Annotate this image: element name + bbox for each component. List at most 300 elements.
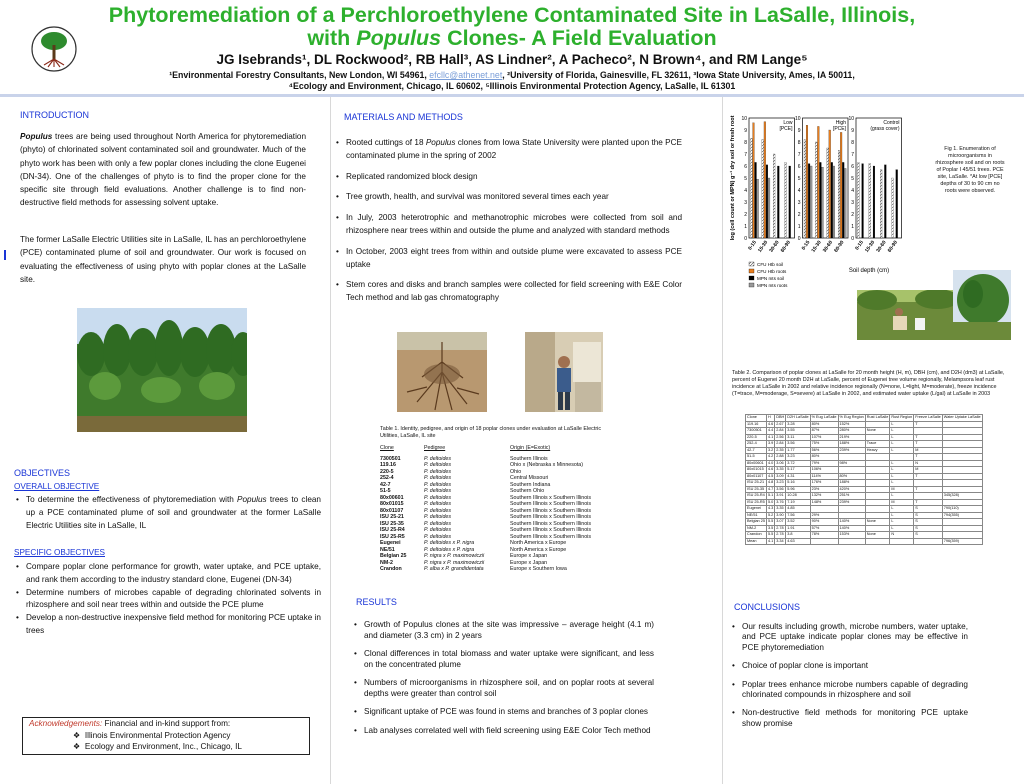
table2-cell: T xyxy=(914,499,943,506)
methods-item: • Stem cores and disks and branch samples were collected for field screening with E&E Color Tech method and lab gas chromatography xyxy=(336,279,682,305)
chart-y-tick-label: 10 xyxy=(741,116,747,122)
chart-y-tick-label: 1 xyxy=(797,224,801,230)
chart-y-axis-label: log (cell count or MPN) g⁻¹ dry soil or fresh root xyxy=(730,115,736,241)
chart-bar xyxy=(777,166,779,238)
table1-cell: Southern Ohio xyxy=(510,488,545,494)
table2-cell: N xyxy=(914,460,943,467)
contact-email-link[interactable]: efcllc@athenet.net xyxy=(429,70,503,80)
chart-bar xyxy=(842,162,844,238)
table2-cell: T xyxy=(914,421,943,428)
chart-y-tick-label: 4 xyxy=(797,188,801,194)
table2-cell: 140% xyxy=(838,525,865,532)
table2-cell: 4.4 xyxy=(767,428,774,432)
methods-item: • Rooted cuttings of 18 Populus clones from Iowa State University were planted upon the PCE contaminated plume in the spring of 2002 xyxy=(336,137,682,163)
table2-header-cell: % Eug Region xyxy=(839,415,864,419)
chart-bar xyxy=(773,154,775,238)
table1-cell: NE/51 xyxy=(380,546,395,553)
table2-cell: N xyxy=(890,532,914,539)
table1-header-cell: Origin (E=Exotic) xyxy=(510,445,551,451)
table2-cell: 1.77 xyxy=(786,447,810,454)
table1-cell: P. deltoides xyxy=(424,475,451,481)
table1-cell: Central Missouri xyxy=(510,475,549,481)
table2-cell: None xyxy=(865,532,890,539)
table2-cell: T xyxy=(914,486,943,493)
table2-cell: Mean xyxy=(746,538,767,545)
methods-list xyxy=(336,137,682,313)
table2-cell: 4.8 xyxy=(767,480,774,484)
table2-cell: T xyxy=(914,441,943,448)
table2-cell: S xyxy=(914,512,943,519)
conclusions-item: • Choice of poplar clone is important xyxy=(732,661,968,671)
chart-y-tick-label: 5 xyxy=(744,176,747,182)
table2-cell: 220-5 xyxy=(746,434,767,441)
table1-cell: Southern Illinois x Southern Illinois xyxy=(510,527,591,533)
table2-cell: 5.2 xyxy=(767,512,774,517)
table2-cell: 80% xyxy=(810,421,838,428)
conclusions-list xyxy=(732,622,968,737)
acknowledgements-box xyxy=(22,717,310,755)
table2-cell: 3.56 xyxy=(775,486,786,493)
table2-cell: L xyxy=(890,480,914,487)
table2-header-cell: D2H LaSalle xyxy=(787,415,809,419)
chart-y-tick-label: 7 xyxy=(851,152,854,158)
table1-cell: Ohio xyxy=(510,468,522,475)
table2-cell: None xyxy=(865,519,890,526)
chart-y-tick-label: 0 xyxy=(744,236,747,242)
table1-cell: 119.16 xyxy=(380,462,396,468)
chart-bar xyxy=(838,150,840,238)
methods-item: • In October, 2003 eight trees from within and outside plume were excavated to assess PCE uptake xyxy=(336,246,682,272)
chart-panel-title: High xyxy=(835,120,846,126)
figure1-caption: Fig 1. Enumeration of microorganisms in rhizosphere soil and on roots of Poplar I 45/51 trees. PCE site, LaSalle. *At low [PCE] depths of 30 to 90 cm no roots were observed. xyxy=(935,146,1005,194)
chart-bar xyxy=(827,148,829,238)
lab-sampling-photo xyxy=(525,332,603,412)
table2-cell: L xyxy=(890,519,914,526)
chart-bar xyxy=(810,166,812,238)
table2-cell: 2.56 xyxy=(775,434,786,441)
conclusions-item: • Our results including growth, microbe numbers, water uptake, and PCE uptake indicate poplar clones may be effective in PCE phytoremediation xyxy=(732,622,968,653)
table2-cell: 4.31 xyxy=(786,473,810,480)
excavated-root-photo xyxy=(397,332,487,412)
table2-cell: 80x01015 xyxy=(746,467,767,474)
chart-bar xyxy=(869,164,871,238)
table1-cell: Southern Illinois x Southern Illinois xyxy=(510,533,591,540)
table2-cell: M xyxy=(890,499,914,506)
chart-x-tick-label: 15-30 xyxy=(863,239,877,254)
chart-bar xyxy=(880,170,882,238)
chart-y-tick-label: 2 xyxy=(851,212,854,218)
table2-cell: 7300501 xyxy=(746,428,767,435)
table1-cell: Europe x Japan xyxy=(510,553,548,559)
table1-cell: ISU 25-35 xyxy=(380,520,404,527)
table2-cell: 2.84 xyxy=(775,428,786,435)
table2-cell: 3.91 xyxy=(775,493,786,500)
table2-header-row xyxy=(746,415,983,422)
table2-cell: 252-4 xyxy=(746,441,767,448)
table2-cell: L xyxy=(890,460,914,467)
table2-cell: NE/51 xyxy=(746,512,767,519)
chart-panel-title: Control xyxy=(883,120,900,126)
chart-y-tick-label: 0 xyxy=(797,236,801,242)
results-item: • Clonal differences in total biomass and water uptake were significant, and less on the concentrated plume xyxy=(354,649,654,670)
table1-cell: North America x Europe xyxy=(510,546,567,553)
table2-cell: 152% xyxy=(838,421,865,428)
table2-cell: S xyxy=(914,532,943,539)
table2-container xyxy=(745,414,983,545)
chart-bar xyxy=(755,162,757,238)
table2-cell: 790(110) xyxy=(942,506,982,513)
table1-cell: Ohio x (Nebraska x Minnesota) xyxy=(510,462,584,468)
results-item: • Growth of Populus clones at the site was impressive – average height (4.1 m) and diameter (3.3 cm) in 2 years xyxy=(354,620,654,641)
methods-heading: MATERIALS AND METHODS xyxy=(344,112,463,122)
methods-item: • In July, 2003 heterotrophic and methanotrophic microbes were collected from soil and rhizosphere near trees within and outside the plume and analyzed with standard methods xyxy=(336,212,682,238)
table1-cell: Crandon xyxy=(380,566,402,572)
table2-cell: L xyxy=(890,467,914,474)
chart-bar xyxy=(757,179,759,238)
table1-cell: P. deltoides xyxy=(424,468,451,475)
chart-y-tick-label: 1 xyxy=(744,224,747,230)
table1-cell: Southern Illinois x Southern Illinois xyxy=(510,507,591,514)
chart-panel-title: [PCE] xyxy=(832,126,846,132)
chart-x-tick-label: 60-90 xyxy=(779,239,792,254)
specific-objective-item: • Develop a non-destructive inexpensive field method for monitoring PCE uptake in trees xyxy=(16,612,321,638)
results-item: • Significant uptake of PCE was found in stems and branches of 3 poplar clones xyxy=(354,707,654,718)
chart-legend-label: CFU Htb soil xyxy=(757,261,784,267)
table1-cell: P. deltoides x P. nigra xyxy=(424,540,475,546)
table1-cell: 80x01015 xyxy=(380,501,404,507)
chart-bar xyxy=(817,126,819,238)
table2-cell: S xyxy=(914,525,943,532)
table1-cell: Southern Indiana xyxy=(510,481,551,488)
chart-y-tick-label: 2 xyxy=(744,212,747,218)
table1-cell: ISU 25-R5 xyxy=(380,533,405,540)
specific-objectives-list xyxy=(16,561,321,638)
table1-cell: NM-2 xyxy=(380,559,393,566)
table1-cell: P. deltoides xyxy=(424,520,451,527)
table2-cell: 3.28 xyxy=(786,421,810,428)
table2-cell: 4.3 xyxy=(767,506,774,510)
table2-cell: 5.5 xyxy=(767,519,774,523)
chart-bar xyxy=(892,178,894,238)
table1-cell: 7300501 xyxy=(380,455,401,462)
header-rule xyxy=(0,94,1024,97)
chart-bar xyxy=(789,166,791,238)
table1-cell: P. deltoides xyxy=(424,533,451,540)
chart-bar xyxy=(896,170,898,238)
table2-cell: ISU 25-21 xyxy=(746,480,767,487)
table1-cell: P. deltoides xyxy=(424,494,451,501)
column-divider xyxy=(330,97,331,784)
table2-cell: S xyxy=(914,519,943,526)
methods-item: • Tree growth, health, and survival was monitored several times each year xyxy=(336,191,682,204)
author-list: JG Isebrands¹, DL Rockwood², RB Hall³, AS Lindner², A Pacheco², N Brown⁴, and RM Lange⁵ xyxy=(216,52,808,67)
table2-cell: L xyxy=(890,447,914,454)
table2-cell: 140% xyxy=(838,519,865,526)
chart-y-tick-label: 3 xyxy=(744,200,747,206)
poplar-plantation-photo xyxy=(77,308,247,432)
table2-cell: 90% xyxy=(810,519,838,526)
table1-cell: 80x01107 xyxy=(380,507,404,514)
table2-cell: 153% xyxy=(838,532,865,539)
table2-cell: 80x00601 xyxy=(746,460,767,467)
objectives-heading: OBJECTIVES xyxy=(14,468,71,478)
table2-header-cell: Water Uptake LaSalle xyxy=(943,415,981,419)
table2-cell: 29% xyxy=(810,512,838,519)
table1-cell: 80x00601 xyxy=(380,494,404,501)
specific-objective-item: • Compare poplar clone performance for growth, water uptake, and PCE uptake, and rank them according to the industry standard clone, Eugenei (DN-34) xyxy=(16,561,321,587)
table1-container xyxy=(380,445,597,573)
table1-cell: P. deltoides xyxy=(424,462,451,468)
chart-y-tick-label: 3 xyxy=(797,200,801,206)
chart-bar xyxy=(862,164,864,238)
table2-header-cell: DBH xyxy=(776,415,785,419)
table2-cell: 5.0 xyxy=(767,499,774,504)
table2-cell: 5.5 xyxy=(767,532,774,536)
overall-objective-heading: OVERALL OBJECTIVE xyxy=(14,482,100,491)
chart-x-tick-label: 60-90 xyxy=(886,239,899,254)
chart-x-tick-label: 30-60 xyxy=(768,239,781,254)
table2-cell: ISU 25-R5 xyxy=(747,499,765,504)
table1-cell: Southern Illinois x Southern Illinois xyxy=(510,501,591,507)
chart-y-tick-label: 7 xyxy=(744,152,747,158)
table2-cell: 420% xyxy=(838,486,865,493)
table2-cell: 3.35 xyxy=(775,506,786,513)
table2-cell: L xyxy=(890,493,914,500)
table2-cell: 80% xyxy=(810,454,838,461)
table2-cell: 345(328) xyxy=(942,493,982,500)
table2-cell: Belgian 25 xyxy=(747,519,765,523)
table2-header-cell: % Eug LaSalle xyxy=(811,415,837,419)
table2-cell: L xyxy=(890,428,914,435)
chart-bar xyxy=(804,140,806,238)
chart-x-tick-label: 0-15 xyxy=(747,239,758,252)
table1-cell: 220-5 xyxy=(380,468,394,475)
table2-cell: 2.35 xyxy=(775,447,786,454)
chart-x-tick-label: 0-15 xyxy=(800,239,812,252)
affiliations-line2: ⁴Ecology and Environment, Chicago, IL 60602, ⁵Illinois Environmental Protection Agency, LaSalle, IL 61301 xyxy=(288,81,736,91)
table1-cell: P. deltoides xyxy=(424,488,451,494)
table2-header-cell: Freeze LaSalle xyxy=(915,415,941,419)
chart-y-tick-label: 6 xyxy=(744,164,747,170)
table1-cell: P. deltoides xyxy=(424,527,451,533)
table2-cell: 239% xyxy=(838,447,865,454)
table2-cell: 5.17 xyxy=(786,467,810,474)
table2-cell: M xyxy=(914,447,943,454)
table2-header-cell: Rust Region xyxy=(891,415,913,419)
table2-cell: 79% xyxy=(810,460,838,467)
table2-cell: 188% xyxy=(838,480,865,487)
chart-bar xyxy=(764,122,766,238)
poster-header xyxy=(0,0,1024,94)
table1-cell: Eugenei xyxy=(380,540,401,546)
table2-cell: 2.67 xyxy=(775,421,786,428)
chart-bar xyxy=(829,130,831,238)
table2-cell: 119.16 xyxy=(746,421,767,428)
chart-y-tick-label: 8 xyxy=(797,140,801,146)
table2 xyxy=(745,414,983,545)
table2-cell: NM-2 xyxy=(746,525,767,532)
chart-bar xyxy=(768,178,770,238)
table2-cell: 7.19 xyxy=(786,499,810,506)
figure1-chart xyxy=(724,100,934,300)
table1-row xyxy=(380,566,597,573)
table2-cell: 3.06 xyxy=(775,460,786,467)
table2-cell: 794(355) xyxy=(942,512,982,519)
table1-cell: 42-7 xyxy=(380,481,391,488)
chart-x-axis-label: Soil depth (cm) xyxy=(848,268,890,274)
table2-cell: 4.6 xyxy=(767,467,774,471)
conclusions-item: • Non-destructive field methods for monitoring PCE uptake show promise xyxy=(732,708,968,729)
table2-cell: 3.72 xyxy=(786,460,810,467)
table2-cell: 3.90 xyxy=(775,512,786,519)
table2-cell: 23% xyxy=(810,486,838,493)
table1 xyxy=(380,445,597,573)
table2-cell: 1.91 xyxy=(786,525,810,532)
table2-cell: 3.09 xyxy=(775,473,786,480)
chart-legend-label: CFU Htb roots xyxy=(757,268,787,274)
table2-cell: 176% xyxy=(810,480,838,487)
chart-bar xyxy=(884,165,886,238)
affiliations-line1: ¹Environmental Forestry Consultants, New London, WI 54961, efcllc@athenet.net, ²University of Florida, Gainesville, FL 32611, ³Iowa State University, Ames, IA 50011, xyxy=(169,70,855,80)
chart-y-tick-label: 4 xyxy=(744,188,747,194)
methods-item: • Replicated randomized block design xyxy=(336,171,682,184)
chart-bar xyxy=(833,166,835,238)
chart-y-tick-label: 10 xyxy=(794,116,801,122)
column-divider xyxy=(722,97,723,784)
table2-cell: M xyxy=(890,486,914,493)
table2-cell: 3.76 xyxy=(775,499,786,506)
table2-cell: Heavy xyxy=(865,447,890,454)
table1-cell: P. deltoides xyxy=(424,481,451,488)
table2-cell: S xyxy=(914,506,943,513)
table1-cell: P. nigra x P. maximowiczii xyxy=(424,559,485,566)
table2-cell: 78% xyxy=(810,532,838,539)
table2-cell: T xyxy=(914,434,943,441)
table2-cell: 51-5 xyxy=(746,454,767,461)
chart-y-tick-label: 0 xyxy=(851,236,854,242)
table2-cell: 3.23 xyxy=(786,454,810,461)
table2-cell: 5.16 xyxy=(786,480,810,487)
table2-cell xyxy=(914,538,943,545)
chart-x-tick-label: 15-30 xyxy=(810,239,823,254)
chart-y-tick-label: 9 xyxy=(744,128,747,134)
acknowledgements-text: Financial and in-kind support from: xyxy=(102,719,231,728)
table2-cell: 3.23 xyxy=(775,480,786,487)
table2-cell: ISU 25-R4 xyxy=(747,493,765,497)
table1-cell: ISU 25-R4 xyxy=(380,527,405,533)
introduction-heading: INTRODUCTION xyxy=(20,110,89,120)
table2-cell: 56% xyxy=(810,447,838,454)
table1-cell: P. deltoides xyxy=(424,507,451,514)
table2-cell: 280% xyxy=(838,428,865,435)
table2-cell xyxy=(865,538,890,545)
table2-cell xyxy=(838,538,865,545)
table1-cell: Southern Illinois x Southern Illinois xyxy=(510,494,591,501)
chart-bar xyxy=(766,165,768,238)
table2-cell: 4.5 xyxy=(767,473,774,478)
chart-panel-title: [PCE] xyxy=(779,126,793,132)
table2-header-cell: Clone xyxy=(746,415,767,422)
chart-bar xyxy=(840,132,842,238)
table2-caption: Table 2. Comparison of poplar clones at LaSalle for 20 month height (H, m), DBH (cm), and D2H (dm3) at LaSalle, percent of Eugenei 20 month D2H at LaSalle, percent of Eugenei tree volume regionally, Melampsora leaf rust incidence at LaSalle in 2002 and relative incidence regionally (N=none, L=light, M=moderate), freeze incidence (T=trace, M=moderage, S=severe) at LaSalle in 2002, and estimated water uptake (L/gal) at LaSalle in 2003 xyxy=(732,370,1005,397)
overall-objective-item: • To determine the effectiveness of phytoremediation with Populus trees to clean up a PCE contaminated plume of soil and groundwater at the former LaSalle Electric Utilities site in LaSalle, IL xyxy=(16,494,321,532)
table2-cell: 3.11 xyxy=(786,434,810,441)
table2-cell: 3.2 xyxy=(767,447,774,452)
chart-bar xyxy=(831,162,833,238)
chart-x-tick-label: 15-30 xyxy=(756,239,770,254)
conclusions-item: • Poplar trees enhance microbe numbers capable of degrading chlorinated compounds in rhizosphere and soil xyxy=(732,680,968,701)
table2-cell: L xyxy=(890,473,914,480)
table2-cell: 251% xyxy=(838,493,865,500)
table2-cell: Eugenei xyxy=(746,506,767,513)
table2-cell: 4.1 xyxy=(767,538,774,543)
chart-y-tick-label: 5 xyxy=(851,176,854,182)
table2-cell: 5.1 xyxy=(767,493,774,497)
table1-cell: Europe x Southern Iowa xyxy=(510,566,567,572)
table1-cell: P. deltoides xyxy=(424,455,451,462)
table2-cell: 42-7 xyxy=(746,447,767,454)
tree-logo-icon xyxy=(30,25,78,73)
table1-cell: North America x Europe xyxy=(510,540,567,546)
table2-cell: 132% xyxy=(810,493,838,500)
introduction-paragraph-2: The former LaSalle Electric Utilities site in LaSalle, IL has an perchloroethylene (PCE) contaminated plume of soil and groundwater. Our work is focused on evaluating the effectiveness of using phyto with poplar clones at the LaSalle site. xyxy=(20,235,306,284)
table2-cell: 239% xyxy=(838,499,865,506)
acknowledgements-label: Acknowledgements: xyxy=(29,719,103,728)
table2-row xyxy=(746,538,983,545)
table2-cell: 188% xyxy=(838,441,865,448)
table2-cell: 57% xyxy=(810,525,838,532)
chart-legend-label: MPN mts soil xyxy=(757,275,785,281)
table2-cell: M xyxy=(914,467,943,474)
chart-y-tick-label: 7 xyxy=(797,152,801,158)
table2-cell: 3.35 xyxy=(775,467,786,474)
table2-cell: 2.78 xyxy=(775,525,786,532)
table2-cell: 4.0 xyxy=(767,460,774,465)
table2-cell: L xyxy=(890,506,914,513)
chart-legend-swatch xyxy=(749,283,754,287)
table2-cell xyxy=(890,538,914,545)
table2-cell: 3.34 xyxy=(775,538,786,545)
table2-cell: 80x01107 xyxy=(746,473,767,480)
chart-bar xyxy=(815,142,817,238)
table1-cell: P. deltoides xyxy=(424,514,451,520)
table2-cell: L xyxy=(890,434,914,441)
table2-cell: T xyxy=(914,454,943,461)
table2-cell: 2.84 xyxy=(775,441,786,448)
table2-cell: 3.56 xyxy=(786,441,810,448)
chart-y-tick-label: 2 xyxy=(797,212,801,218)
conclusions-heading: CONCLUSIONS xyxy=(734,602,801,612)
chart-x-tick-label: 30-60 xyxy=(875,239,888,254)
chart-bar xyxy=(806,125,808,238)
table1-cell: ISU 25-21 xyxy=(380,514,404,520)
chart-legend-swatch xyxy=(749,269,754,273)
specific-objective-item: • Determine numbers of microbes capable of degrading chlorinated solvents in rhizosphere and soil near trees within and outside the PCE plume xyxy=(16,587,321,613)
table1-cell: Southern Illinois xyxy=(510,455,548,462)
table2-cell: 3.9 xyxy=(767,441,774,445)
chart-bar xyxy=(873,166,875,238)
chart-y-tick-label: 1 xyxy=(851,224,854,230)
chart-y-tick-label: 10 xyxy=(848,116,854,122)
table2-cell: 148% xyxy=(810,499,838,506)
chart-y-tick-label: 8 xyxy=(744,140,747,146)
table1-cell: 51-5 xyxy=(380,488,391,494)
table2-header-cell: Rust LaSalle xyxy=(866,415,889,419)
table2-cell: None xyxy=(865,428,890,435)
table2-cell: 7.56 xyxy=(786,512,810,519)
table2-cell: 5.96 xyxy=(786,486,810,493)
chart-x-tick-label: 60-90 xyxy=(833,239,846,254)
